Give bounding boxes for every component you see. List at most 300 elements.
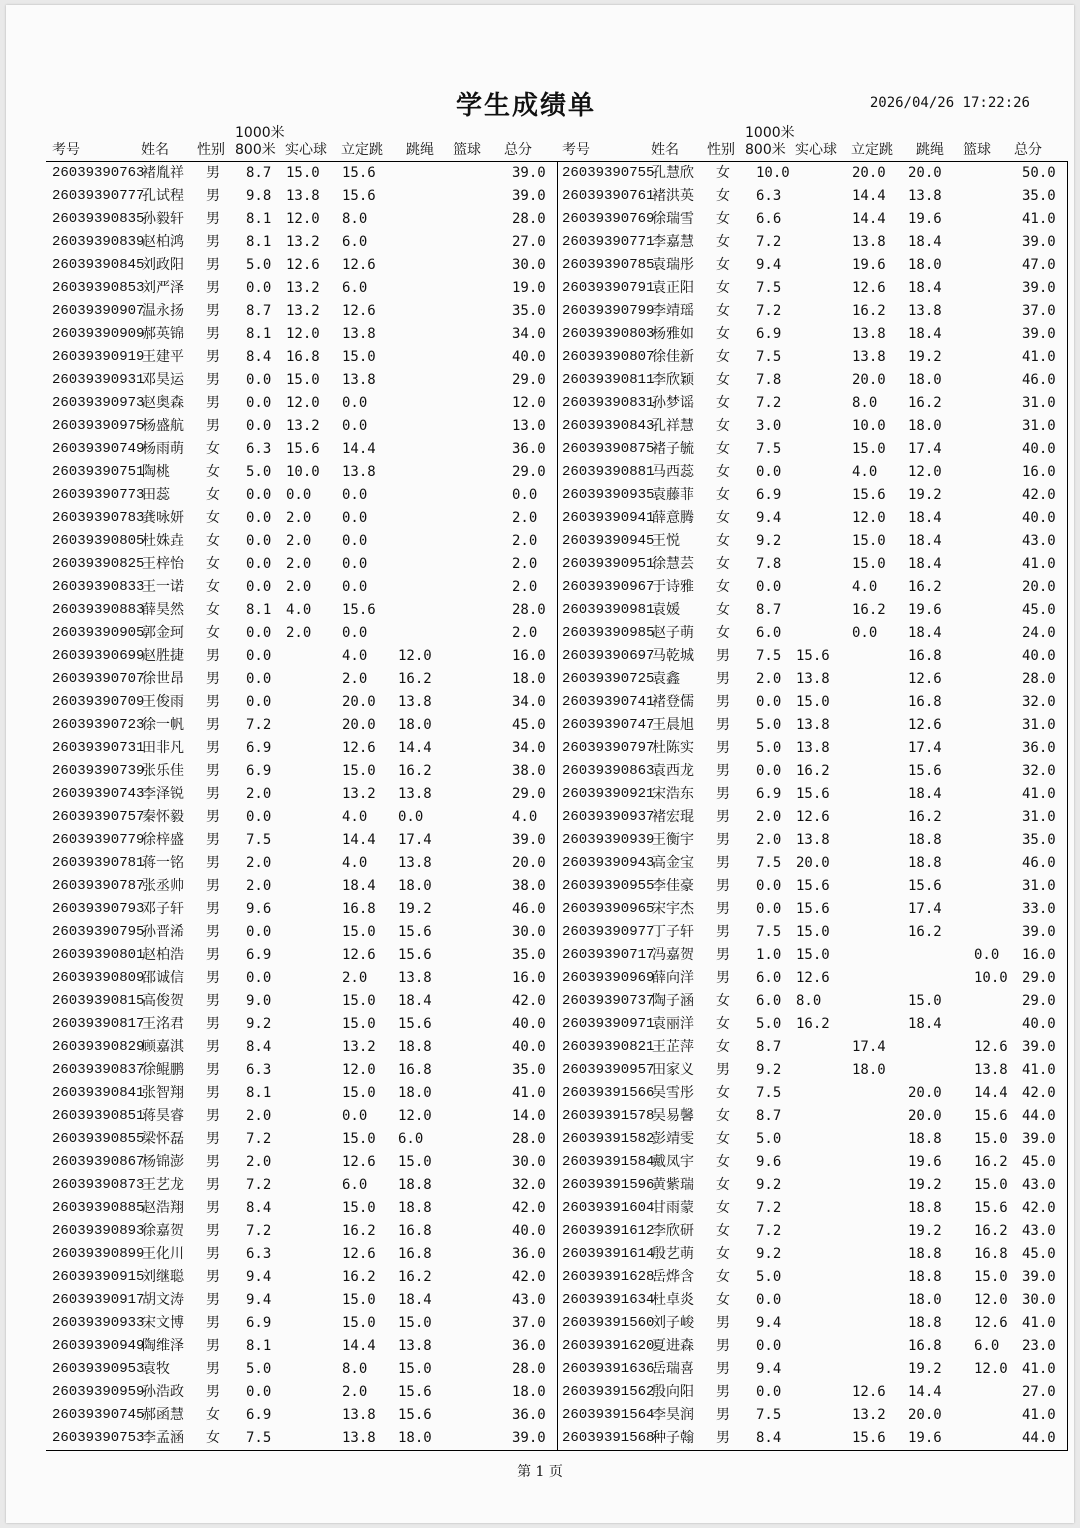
cell-id: 26039390737 — [562, 993, 655, 1009]
cell-jump: 0.0 — [342, 579, 368, 595]
table-row — [46, 1036, 557, 1059]
table-row — [556, 461, 1067, 484]
cell-rope: 15.6 — [398, 1407, 432, 1423]
cell-run: 6.9 — [246, 1407, 272, 1423]
cell-total: 39.0 — [512, 832, 546, 848]
cell-total: 32.0 — [512, 1177, 546, 1193]
cell-jump: 13.8 — [342, 326, 376, 342]
cell-rope: 12.0 — [398, 1108, 432, 1124]
cell-total: 24.0 — [1022, 625, 1056, 641]
table-body — [46, 162, 558, 1451]
cell-rope: 20.0 — [908, 1108, 942, 1124]
cell-jump: 4.0 — [342, 855, 368, 871]
cell-id: 26039390751 — [52, 464, 145, 480]
table-row — [556, 1312, 1067, 1335]
cell-name: 岳瑞喜 — [652, 1361, 694, 1377]
cell-total: 39.0 — [1022, 924, 1056, 940]
cell-ball: 15.6 — [796, 648, 830, 664]
cell-rope: 18.0 — [908, 372, 942, 388]
cell-run: 9.4 — [756, 257, 782, 273]
cell-id: 26039390943 — [562, 855, 655, 871]
cell-name: 袁媛 — [652, 602, 680, 618]
cell-name: 徐慧芸 — [652, 556, 694, 572]
cell-run: 6.9 — [756, 487, 782, 503]
table-row — [46, 875, 557, 898]
cell-name: 种子翰 — [652, 1430, 694, 1446]
cell-sex: 男 — [716, 1315, 730, 1331]
cell-sex: 男 — [206, 740, 220, 756]
cell-jump: 13.8 — [342, 372, 376, 388]
cell-total: 44.0 — [1022, 1108, 1056, 1124]
cell-ball: 13.2 — [286, 280, 320, 296]
cell-ball: 10.0 — [286, 464, 320, 480]
table-row — [556, 1174, 1067, 1197]
cell-total: 19.0 — [512, 280, 546, 296]
cell-run: 8.4 — [246, 1200, 272, 1216]
table-row — [46, 1197, 557, 1220]
cell-jump: 13.8 — [342, 1430, 376, 1446]
cell-ball: 13.8 — [796, 671, 830, 687]
table-row — [46, 185, 557, 208]
cell-sex: 男 — [206, 165, 220, 181]
cell-basketball: 12.6 — [974, 1315, 1008, 1331]
cell-total: 43.0 — [512, 1292, 546, 1308]
cell-jump: 4.0 — [342, 648, 368, 664]
cell-id: 26039390741 — [562, 694, 655, 710]
cell-run: 0.0 — [756, 694, 782, 710]
cell-id: 26039390945 — [562, 533, 655, 549]
cell-sex: 女 — [716, 602, 730, 618]
table-row — [46, 1243, 557, 1266]
cell-name: 郝函慧 — [142, 1407, 184, 1423]
cell-sex: 男 — [206, 211, 220, 227]
cell-rope: 19.2 — [908, 487, 942, 503]
cell-total: 18.0 — [512, 1384, 546, 1400]
cell-run: 7.2 — [246, 1223, 272, 1239]
cell-sex: 男 — [206, 1108, 220, 1124]
cell-rope: 18.8 — [908, 1200, 942, 1216]
table-row — [46, 1381, 557, 1404]
cell-run: 0.0 — [246, 671, 272, 687]
cell-id: 26039390745 — [52, 1407, 145, 1423]
table-row — [46, 1174, 557, 1197]
cell-name: 袁藤菲 — [652, 487, 694, 503]
cell-rope: 19.6 — [908, 602, 942, 618]
table-row — [556, 185, 1067, 208]
cell-id: 26039390971 — [562, 1016, 655, 1032]
cell-sex: 男 — [206, 924, 220, 940]
cell-run: 3.0 — [756, 418, 782, 434]
cell-id: 26039391584 — [562, 1154, 655, 1170]
cell-run: 9.2 — [756, 1062, 782, 1078]
cell-name: 王晨旭 — [652, 717, 694, 733]
cell-id: 26039390899 — [52, 1246, 145, 1262]
cell-run: 7.2 — [756, 1200, 782, 1216]
cell-rope: 18.8 — [908, 1269, 942, 1285]
table-row — [46, 162, 557, 185]
cell-run: 8.1 — [246, 326, 272, 342]
table-row — [556, 162, 1067, 185]
cell-run: 6.3 — [246, 441, 272, 457]
cell-sex: 男 — [206, 855, 220, 871]
cell-rope: 16.2 — [908, 809, 942, 825]
table-row — [46, 806, 557, 829]
cell-ball: 15.6 — [796, 786, 830, 802]
cell-ball: 13.8 — [796, 717, 830, 733]
cell-id: 26039390931 — [52, 372, 145, 388]
cell-sex: 男 — [206, 1246, 220, 1262]
cell-total: 2.0 — [512, 556, 538, 572]
cell-jump: 15.0 — [342, 1131, 376, 1147]
table-row — [556, 369, 1067, 392]
table-row — [46, 967, 557, 990]
cell-total: 41.0 — [1022, 1407, 1056, 1423]
cell-sex: 男 — [716, 694, 730, 710]
cell-sex: 女 — [206, 1430, 220, 1446]
cell-jump: 13.2 — [342, 786, 376, 802]
cell-basketball: 12.0 — [974, 1292, 1008, 1308]
cell-run: 10.0 — [756, 165, 790, 181]
cell-jump: 13.2 — [342, 1039, 376, 1055]
cell-name: 胡文涛 — [142, 1292, 184, 1308]
cell-sex: 男 — [716, 855, 730, 871]
cell-sex: 女 — [716, 556, 730, 572]
cell-run: 0.0 — [246, 533, 272, 549]
cell-name: 邵诚信 — [142, 970, 184, 986]
cell-sex: 男 — [206, 1361, 220, 1377]
table-row — [556, 760, 1067, 783]
cell-id: 26039390757 — [52, 809, 145, 825]
table-row — [556, 323, 1067, 346]
cell-name: 顾嘉淇 — [142, 1039, 184, 1055]
cell-id: 26039390951 — [562, 556, 655, 572]
cell-total: 45.0 — [1022, 1246, 1056, 1262]
cell-name: 郝英锦 — [142, 326, 184, 342]
cell-name: 陶维泽 — [142, 1338, 184, 1354]
table-row — [46, 829, 557, 852]
table-row — [556, 1243, 1067, 1266]
cell-total: 31.0 — [1022, 395, 1056, 411]
cell-rope: 12.0 — [908, 464, 942, 480]
table-row — [46, 622, 557, 645]
cell-total: 39.0 — [1022, 1039, 1056, 1055]
cell-name: 徐嘉贺 — [142, 1223, 184, 1239]
cell-sex: 女 — [716, 280, 730, 296]
cell-id: 26039390773 — [52, 487, 145, 503]
cell-id: 26039391628 — [562, 1269, 655, 1285]
cell-id: 26039390867 — [52, 1154, 145, 1170]
table-row — [46, 461, 557, 484]
cell-sex: 女 — [716, 395, 730, 411]
cell-id: 26039390781 — [52, 855, 145, 871]
cell-name: 秦怀毅 — [142, 809, 184, 825]
table-row — [556, 530, 1067, 553]
header-ball: 实心球 — [795, 142, 837, 158]
table-row — [556, 208, 1067, 231]
cell-rope: 18.4 — [398, 993, 432, 1009]
cell-id: 26039391566 — [562, 1085, 655, 1101]
cell-rope: 18.8 — [398, 1039, 432, 1055]
cell-jump: 12.6 — [852, 280, 886, 296]
cell-id: 26039390941 — [562, 510, 655, 526]
cell-jump: 19.6 — [852, 257, 886, 273]
cell-sex: 男 — [716, 832, 730, 848]
cell-sex: 女 — [716, 993, 730, 1009]
header-name: 姓名 — [651, 142, 679, 158]
cell-run: 2.0 — [246, 1108, 272, 1124]
cell-id: 26039390833 — [52, 579, 145, 595]
cell-rope: 18.8 — [398, 1200, 432, 1216]
cell-total: 40.0 — [1022, 510, 1056, 526]
cell-run: 7.5 — [246, 1430, 272, 1446]
cell-run: 0.0 — [246, 924, 272, 940]
cell-basketball: 15.6 — [974, 1200, 1008, 1216]
cell-run: 7.5 — [756, 349, 782, 365]
cell-rope: 18.4 — [908, 510, 942, 526]
cell-sex: 男 — [206, 349, 220, 365]
cell-sex: 男 — [716, 809, 730, 825]
cell-name: 李靖瑶 — [652, 303, 694, 319]
cell-run: 8.7 — [756, 602, 782, 618]
cell-total: 46.0 — [512, 901, 546, 917]
table-row — [46, 1151, 557, 1174]
table-row — [556, 944, 1067, 967]
table-row — [556, 438, 1067, 461]
cell-ball: 13.8 — [796, 740, 830, 756]
cell-jump: 12.6 — [342, 1246, 376, 1262]
cell-sex: 男 — [716, 1430, 730, 1446]
table-row — [46, 668, 557, 691]
cell-name: 郭金珂 — [142, 625, 184, 641]
cell-total: 39.0 — [1022, 280, 1056, 296]
cell-name: 宋宇杰 — [652, 901, 694, 917]
cell-id: 26039390783 — [52, 510, 145, 526]
cell-name: 高金宝 — [652, 855, 694, 871]
cell-sex: 女 — [716, 1085, 730, 1101]
cell-name: 马西蕊 — [652, 464, 694, 480]
cell-total: 29.0 — [512, 464, 546, 480]
cell-jump: 0.0 — [342, 533, 368, 549]
cell-name: 田家义 — [652, 1062, 694, 1078]
header-total: 总分 — [1014, 142, 1042, 158]
cell-id: 26039390835 — [52, 211, 145, 227]
cell-rope: 18.8 — [908, 832, 942, 848]
cell-jump: 15.0 — [852, 556, 886, 572]
table-row — [46, 300, 557, 323]
cell-run: 2.0 — [756, 832, 782, 848]
cell-ball: 12.6 — [286, 257, 320, 273]
cell-id: 26039390731 — [52, 740, 145, 756]
header-id: 考号 — [562, 142, 590, 158]
cell-rope: 18.0 — [398, 1430, 432, 1446]
cell-id: 26039390953 — [52, 1361, 145, 1377]
cell-sex: 男 — [206, 878, 220, 894]
cell-name: 薛向洋 — [652, 970, 694, 986]
cell-name: 杨雨萌 — [142, 441, 184, 457]
cell-id: 26039390777 — [52, 188, 145, 204]
cell-basketball: 15.0 — [974, 1177, 1008, 1193]
cell-jump: 15.0 — [342, 763, 376, 779]
cell-sex: 男 — [206, 694, 220, 710]
cell-run: 5.0 — [756, 717, 782, 733]
table-row — [46, 714, 557, 737]
cell-name: 王俊雨 — [142, 694, 184, 710]
cell-jump: 17.4 — [852, 1039, 886, 1055]
cell-total: 16.0 — [512, 648, 546, 664]
cell-name: 王悦 — [652, 533, 680, 549]
cell-run: 7.8 — [756, 372, 782, 388]
cell-rope: 15.6 — [908, 878, 942, 894]
cell-id: 26039390933 — [52, 1315, 145, 1331]
header-basketball: 篮球 — [963, 142, 991, 158]
cell-rope: 12.6 — [908, 717, 942, 733]
table-row — [556, 1105, 1067, 1128]
cell-jump: 15.6 — [342, 188, 376, 204]
cell-run: 9.2 — [246, 1016, 272, 1032]
cell-ball: 12.0 — [286, 395, 320, 411]
cell-rope: 13.8 — [398, 786, 432, 802]
cell-id: 26039390779 — [52, 832, 145, 848]
cell-jump: 14.4 — [852, 188, 886, 204]
table-row — [556, 1197, 1067, 1220]
cell-sex: 女 — [716, 326, 730, 342]
table-row — [46, 507, 557, 530]
table-row — [556, 1036, 1067, 1059]
cell-rope: 18.8 — [398, 1177, 432, 1193]
header-name: 姓名 — [141, 142, 169, 158]
cell-rope: 16.2 — [908, 579, 942, 595]
cell-total: 40.0 — [1022, 441, 1056, 457]
cell-name: 李泽锐 — [142, 786, 184, 802]
cell-id: 26039390949 — [52, 1338, 145, 1354]
table-row — [556, 829, 1067, 852]
cell-sex: 男 — [716, 901, 730, 917]
cell-rope: 15.6 — [908, 763, 942, 779]
cell-total: 28.0 — [512, 1131, 546, 1147]
cell-total: 16.0 — [1022, 464, 1056, 480]
cell-jump: 12.6 — [342, 1154, 376, 1170]
cell-name: 高俊贺 — [142, 993, 184, 1009]
cell-jump: 0.0 — [852, 625, 878, 641]
cell-name: 王芷萍 — [652, 1039, 694, 1055]
cell-rope: 15.6 — [398, 924, 432, 940]
cell-run: 9.4 — [756, 1361, 782, 1377]
cell-total: 40.0 — [512, 1223, 546, 1239]
table-row — [46, 1312, 557, 1335]
cell-name: 杨雅如 — [652, 326, 694, 342]
cell-jump: 12.0 — [852, 510, 886, 526]
cell-run: 6.0 — [756, 970, 782, 986]
cell-name: 袁牧 — [142, 1361, 170, 1377]
cell-name: 赵柏浩 — [142, 947, 184, 963]
cell-jump: 14.4 — [342, 441, 376, 457]
cell-name: 李欣颖 — [652, 372, 694, 388]
cell-jump: 15.0 — [342, 1016, 376, 1032]
table-row — [556, 1151, 1067, 1174]
cell-name: 褚洪英 — [652, 188, 694, 204]
table-row — [556, 737, 1067, 760]
cell-rope: 18.0 — [908, 257, 942, 273]
cell-name: 张智翔 — [142, 1085, 184, 1101]
table-row — [46, 530, 557, 553]
table-row — [46, 1059, 557, 1082]
cell-run: 6.9 — [246, 740, 272, 756]
cell-sex: 男 — [716, 1384, 730, 1400]
cell-sex: 女 — [206, 1407, 220, 1423]
cell-total: 34.0 — [512, 326, 546, 342]
cell-basketball: 12.0 — [974, 1361, 1008, 1377]
cell-total: 47.0 — [1022, 257, 1056, 273]
cell-total: 36.0 — [512, 1407, 546, 1423]
cell-ball: 20.0 — [796, 855, 830, 871]
cell-id: 26039390839 — [52, 234, 145, 250]
cell-id: 26039390837 — [52, 1062, 145, 1078]
cell-name: 赵柏鸿 — [142, 234, 184, 250]
table-row — [46, 1082, 557, 1105]
cell-sex: 女 — [716, 625, 730, 641]
table-row — [46, 1128, 557, 1151]
cell-name: 李嘉慧 — [652, 234, 694, 250]
cell-id: 26039390799 — [562, 303, 655, 319]
cell-run: 0.0 — [246, 694, 272, 710]
table-row — [556, 691, 1067, 714]
table-row — [46, 553, 557, 576]
cell-id: 26039391568 — [562, 1430, 655, 1446]
cell-id: 26039390803 — [562, 326, 655, 342]
cell-sex: 男 — [206, 809, 220, 825]
cell-total: 29.0 — [512, 372, 546, 388]
cell-sex: 女 — [206, 510, 220, 526]
cell-name: 褚宏琨 — [652, 809, 694, 825]
cell-name: 孙浩政 — [142, 1384, 184, 1400]
table-row — [556, 806, 1067, 829]
cell-name: 徐一帆 — [142, 717, 184, 733]
cell-rope: 19.2 — [908, 1177, 942, 1193]
cell-total: 32.0 — [1022, 694, 1056, 710]
cell-total: 2.0 — [512, 579, 538, 595]
cell-jump: 6.0 — [342, 1177, 368, 1193]
cell-run: 0.0 — [756, 1292, 782, 1308]
cell-ball: 8.0 — [796, 993, 822, 1009]
cell-id: 26039390763 — [52, 165, 145, 181]
cell-total: 42.0 — [1022, 1085, 1056, 1101]
cell-jump: 20.0 — [852, 372, 886, 388]
table-row — [556, 300, 1067, 323]
cell-total: 45.0 — [512, 717, 546, 733]
cell-total: 39.0 — [512, 188, 546, 204]
cell-ball: 2.0 — [286, 556, 312, 572]
cell-id: 26039390907 — [52, 303, 145, 319]
cell-name: 杨盛航 — [142, 418, 184, 434]
cell-rope: 17.4 — [398, 832, 432, 848]
cell-name: 徐世昂 — [142, 671, 184, 687]
cell-run: 0.0 — [756, 464, 782, 480]
cell-name: 袁正阳 — [652, 280, 694, 296]
table-row — [46, 277, 557, 300]
cell-rope: 16.8 — [398, 1246, 432, 1262]
cell-jump: 2.0 — [342, 970, 368, 986]
cell-total: 31.0 — [1022, 717, 1056, 733]
table-row — [556, 1128, 1067, 1151]
cell-jump: 14.4 — [342, 1338, 376, 1354]
table-row — [556, 875, 1067, 898]
cell-name: 孙梦谣 — [652, 395, 694, 411]
cell-jump: 0.0 — [342, 1108, 368, 1124]
cell-run: 0.0 — [246, 280, 272, 296]
cell-name: 刘继聪 — [142, 1269, 184, 1285]
cell-id: 26039390815 — [52, 993, 145, 1009]
cell-run: 0.0 — [246, 510, 272, 526]
